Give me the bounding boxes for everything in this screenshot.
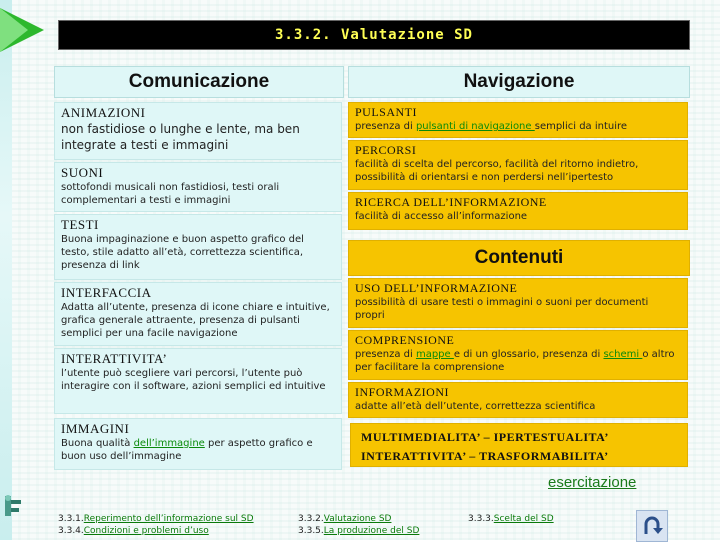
page-title: 3.3.2. Valutazione SD: [58, 20, 690, 50]
footer-col-2: [298, 513, 419, 537]
suoni-heading: SUONI: [61, 165, 104, 180]
footer-331-link[interactable]: Reperimento dell’informazione sul SD: [83, 514, 254, 524]
footer-item-334[interactable]: [58, 525, 254, 537]
percorsi-box: [348, 140, 688, 190]
footer-item-332[interactable]: [298, 513, 419, 525]
uso-informazione-text: possibilità di usare testi o immagini o suoni per documenti propri: [355, 297, 649, 321]
navigazione-header: Navigazione: [348, 66, 690, 98]
pulsanti-heading: PULSANTI: [355, 105, 418, 119]
informazioni-heading: INFORMAZIONI: [355, 385, 449, 399]
animazioni-heading: ANIMAZIONI: [61, 105, 146, 120]
mappe-link[interactable]: mappe: [415, 349, 454, 360]
interattivita-heading: INTERATTIVITA’: [61, 351, 168, 366]
testi-heading: TESTI: [61, 217, 99, 232]
pulsanti-link[interactable]: pulsanti di navigazione: [415, 121, 535, 132]
left-decorative-strip: [0, 0, 12, 540]
informazioni-box: [348, 382, 688, 418]
comprensione-text-after: o altro per facilitare la comprensione: [355, 349, 675, 373]
pulsanti-text: [355, 120, 681, 133]
pulsanti-text-before: presenza di: [355, 121, 416, 132]
animazioni-text: non fastidiose o lunghe e lente, ma ben integrate a testi e immagini: [61, 122, 300, 152]
immagini-text-before: Buona qualità: [61, 438, 134, 449]
interattivita-box: [54, 348, 342, 414]
footer-332-link[interactable]: Valutazione SD: [323, 514, 392, 524]
comprensione-heading: COMPRENSIONE: [355, 333, 455, 347]
comprensione-text: [355, 348, 681, 374]
navigation-figure-icon[interactable]: [2, 494, 24, 518]
suoni-text: sottofondi musicali non fastidiosi, testi orali complementari a testi e immagini: [61, 182, 280, 206]
schemi-link[interactable]: schemi: [603, 349, 643, 360]
multimedialita-line-1: MULTIMEDIALITA’ – IPERTESTUALITA’: [361, 430, 609, 444]
footer-333-prefix: 3.3.3.: [468, 514, 494, 524]
footer-334-prefix: 3.3.4.: [58, 526, 84, 536]
multimedialita-box: [350, 423, 688, 467]
comunicazione-header: Comunicazione: [54, 66, 344, 98]
immagini-text: [61, 437, 335, 463]
comprensione-text-before: presenza di: [355, 349, 416, 360]
footer-col-3: [468, 513, 554, 525]
immagini-text-after: per aspetto grafico e buon uso dell’immagine: [61, 438, 313, 462]
testi-box: [54, 214, 342, 280]
esercitazione-link[interactable]: esercitazione: [548, 474, 637, 491]
immagini-box: [54, 418, 342, 470]
testi-text: Buona impaginazione e buon aspetto grafico del testo, stile adatto all’età, correttezza scientifica, presenza di link: [61, 234, 304, 271]
animazioni-box: [54, 102, 342, 160]
footer-331-prefix: 3.3.1.: [58, 514, 84, 524]
contenuti-header: Contenuti: [348, 240, 690, 276]
interfaccia-heading: INTERFACCIA: [61, 285, 152, 300]
interattivita-text: l’utente può scegliere vari percorsi, l’utente può interagire con il software, azioni semplici ed intuitive: [61, 368, 326, 392]
informazioni-text: adatte all’età dell’utente, correttezza scientifica: [355, 401, 596, 412]
suoni-box: [54, 162, 342, 212]
comprensione-box: [348, 330, 688, 380]
uso-informazione-heading: USO DELL’INFORMAZIONE: [355, 281, 518, 295]
ricerca-box: [348, 192, 688, 230]
green-arrow-highlight: [0, 8, 28, 52]
footer-335-prefix: 3.3.5.: [298, 526, 324, 536]
interfaccia-box: [54, 282, 342, 346]
percorsi-heading: PERCORSI: [355, 143, 417, 157]
footer-332-prefix: 3.3.2.: [298, 514, 324, 524]
immagini-heading: IMMAGINI: [61, 421, 130, 436]
footer-col-1: [58, 513, 254, 537]
footer-333-link[interactable]: Scelta del SD: [493, 514, 554, 524]
percorsi-text: facilità di scelta del percorso, facilità del ritorno indietro, possibilità di orientarsi e non perdersi nell’ipertesto: [355, 159, 639, 183]
u-turn-back-icon[interactable]: [636, 510, 668, 542]
footer-item-331[interactable]: [58, 513, 254, 525]
ricerca-text: facilità di accesso all’informazione: [355, 211, 528, 222]
ricerca-heading: RICERCA DELL’INFORMAZIONE: [355, 195, 547, 209]
pulsanti-box: [348, 102, 688, 138]
pulsanti-text-after: semplici da intuire: [534, 121, 628, 132]
interfaccia-text: Adatta all’utente, presenza di icone chiare e intuitive, grafica generale attraente, presenza di pulsanti semplici per una facile navigazione: [61, 302, 330, 339]
uso-informazione-box: [348, 278, 688, 328]
multimedialita-line-2: INTERATTIVITA’ – TRASFORMABILITA’: [361, 449, 609, 463]
footer-335-link[interactable]: La produzione del SD: [323, 526, 420, 536]
comprensione-text-mid: e di un glossario, presenza di: [453, 349, 604, 360]
footer-334-link[interactable]: Condizioni e problemi d’uso: [83, 526, 209, 536]
immagini-link[interactable]: dell’immagine: [133, 438, 205, 449]
footer-item-335[interactable]: [298, 525, 419, 537]
footer-item-333[interactable]: [468, 513, 554, 525]
